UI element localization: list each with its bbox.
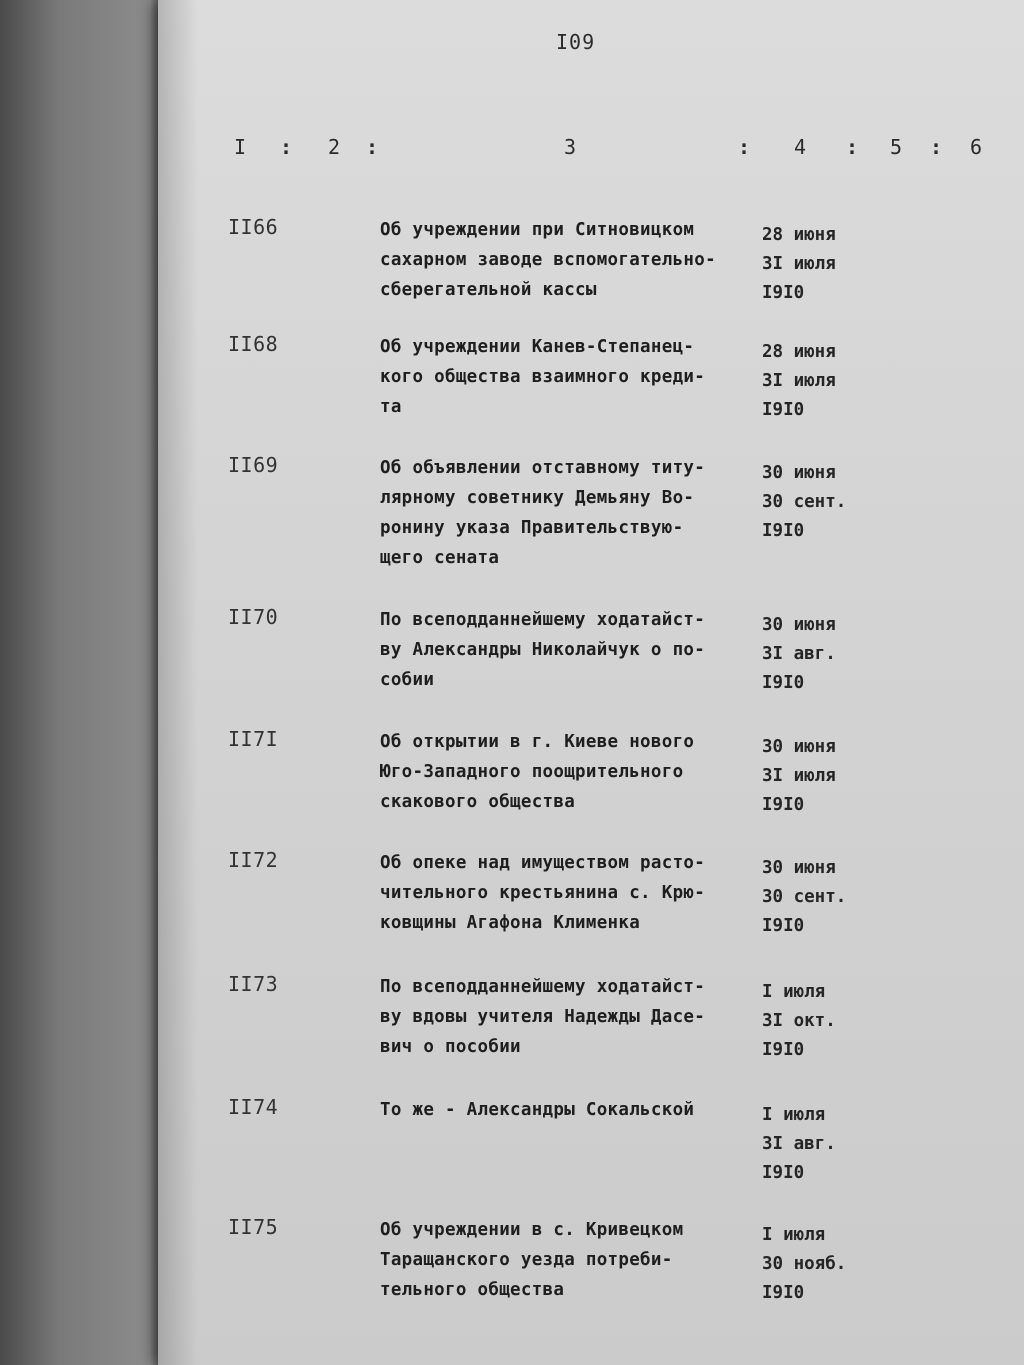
entry-dates xyxy=(762,978,882,1065)
entry-title-line: Юго-Западного поощрительного xyxy=(380,762,684,782)
entry-title xyxy=(380,453,760,573)
entry-number: II68 xyxy=(228,332,279,356)
entry-title-line: По всеподданнейшему ходатайст- xyxy=(380,977,706,997)
column-header-6: 6 xyxy=(970,135,983,159)
entry-title-line: Об опеке над имуществом расто- xyxy=(380,853,706,873)
entry-year: I9I0 xyxy=(762,1163,805,1183)
entry-title-line: Об открытии в г. Киеве нового xyxy=(380,732,695,752)
entry-end-date: 30 сент. xyxy=(762,492,847,512)
entry-title xyxy=(380,605,760,695)
entry-dates xyxy=(762,221,882,308)
column-header-3: 3 xyxy=(564,135,577,159)
entry-end-date: 30 нояб. xyxy=(762,1254,847,1274)
entry-title-line: ронину указа Правительствую- xyxy=(380,518,684,538)
entry-title-line: собии xyxy=(380,670,435,690)
entry-title-line: Об учреждении при Ситновицком xyxy=(380,220,695,240)
column-header-5: 5 xyxy=(890,135,903,159)
entry-number: II73 xyxy=(228,972,279,996)
entry-start-date: I июля xyxy=(762,1105,826,1125)
entry-title-line: скакового общества xyxy=(380,792,576,812)
entry-number: II70 xyxy=(228,605,279,629)
entry-start-date: I июля xyxy=(762,1225,826,1245)
column-separator: : xyxy=(846,135,859,159)
entry-title-line: По всеподданнейшему ходатайст- xyxy=(380,610,706,630)
column-header-4: 4 xyxy=(794,135,807,159)
entry-number: II74 xyxy=(228,1095,279,1119)
entry-end-date: 3I июля xyxy=(762,254,836,274)
entry-start-date: 28 июня xyxy=(762,342,836,362)
entry-year: I9I0 xyxy=(762,400,805,420)
entry-title-line: тельного общества xyxy=(380,1280,565,1300)
entry-year: I9I0 xyxy=(762,673,805,693)
entry-start-date: 30 июня xyxy=(762,858,836,878)
column-separator: : xyxy=(280,135,293,159)
entry-dates xyxy=(762,459,882,546)
entry-title-line: То же - Александры Сокальской xyxy=(380,1100,695,1120)
entry-title-line: щего сената xyxy=(380,548,500,568)
entry-start-date: 30 июня xyxy=(762,463,836,483)
entry-dates xyxy=(762,611,882,698)
entry-dates xyxy=(762,854,882,941)
entry-title-line: сберегательной кассы xyxy=(380,280,597,300)
entry-title-line: чительного крестьянина с. Крю- xyxy=(380,883,706,903)
entry-dates xyxy=(762,733,882,820)
entry-number: II7I xyxy=(228,727,279,751)
entry-end-date: 3I окт. xyxy=(762,1011,836,1031)
entry-end-date: 3I авг. xyxy=(762,1134,836,1154)
entry-title xyxy=(380,972,760,1062)
entry-title-line: Об учреждении Канев-Степанец- xyxy=(380,337,695,357)
entry-year: I9I0 xyxy=(762,795,805,815)
entry-year: I9I0 xyxy=(762,916,805,936)
entry-start-date: I июля xyxy=(762,982,826,1002)
entry-year: I9I0 xyxy=(762,521,805,541)
entry-end-date: 3I июля xyxy=(762,371,836,391)
entry-number: II69 xyxy=(228,453,279,477)
archive-page xyxy=(158,0,1024,1365)
entry-title-line: сахарном заводе вспомогательно- xyxy=(380,250,716,270)
entry-title-line: лярному советнику Демьяну Во- xyxy=(380,488,695,508)
entry-number: II75 xyxy=(228,1215,279,1239)
entry-title xyxy=(380,727,760,817)
entry-title-line: ву вдовы учителя Надежды Дасе- xyxy=(380,1007,706,1027)
entry-title-line: Об объявлении отставному титу- xyxy=(380,458,706,478)
entry-year: I9I0 xyxy=(762,1040,805,1060)
entry-title-line: Таращанского уезда потреби- xyxy=(380,1250,673,1270)
entry-title-line: ковщины Агафона Клименка xyxy=(380,913,641,933)
entry-title xyxy=(380,1215,760,1305)
entry-number: II66 xyxy=(228,215,279,239)
entry-year: I9I0 xyxy=(762,1283,805,1303)
entry-title-line: Об учреждении в с. Кривецком xyxy=(380,1220,684,1240)
entry-title-line: вич о пособии xyxy=(380,1037,521,1057)
column-header-1: I xyxy=(234,135,247,159)
entry-end-date: 3I авг. xyxy=(762,644,836,664)
entry-start-date: 30 июня xyxy=(762,615,836,635)
column-header-2: 2 xyxy=(328,135,341,159)
entry-start-date: 30 июня xyxy=(762,737,836,757)
entry-title xyxy=(380,848,760,938)
entry-start-date: 28 июня xyxy=(762,225,836,245)
entry-title-line: кого общества взаимного креди- xyxy=(380,367,706,387)
entry-title-line: та xyxy=(380,397,402,417)
entry-number: II72 xyxy=(228,848,279,872)
entry-dates xyxy=(762,1221,882,1308)
column-separator: : xyxy=(930,135,943,159)
column-separator: : xyxy=(366,135,379,159)
entry-title-line: ву Александры Николайчук о по- xyxy=(380,640,706,660)
page-number: I09 xyxy=(556,30,596,54)
entry-title xyxy=(380,332,760,422)
entry-title xyxy=(380,1095,760,1125)
entry-dates xyxy=(762,338,882,425)
entry-dates xyxy=(762,1101,882,1188)
column-separator: : xyxy=(738,135,751,159)
entry-end-date: 30 сент. xyxy=(762,887,847,907)
entry-end-date: 3I июля xyxy=(762,766,836,786)
entry-title xyxy=(380,215,760,305)
entry-year: I9I0 xyxy=(762,283,805,303)
